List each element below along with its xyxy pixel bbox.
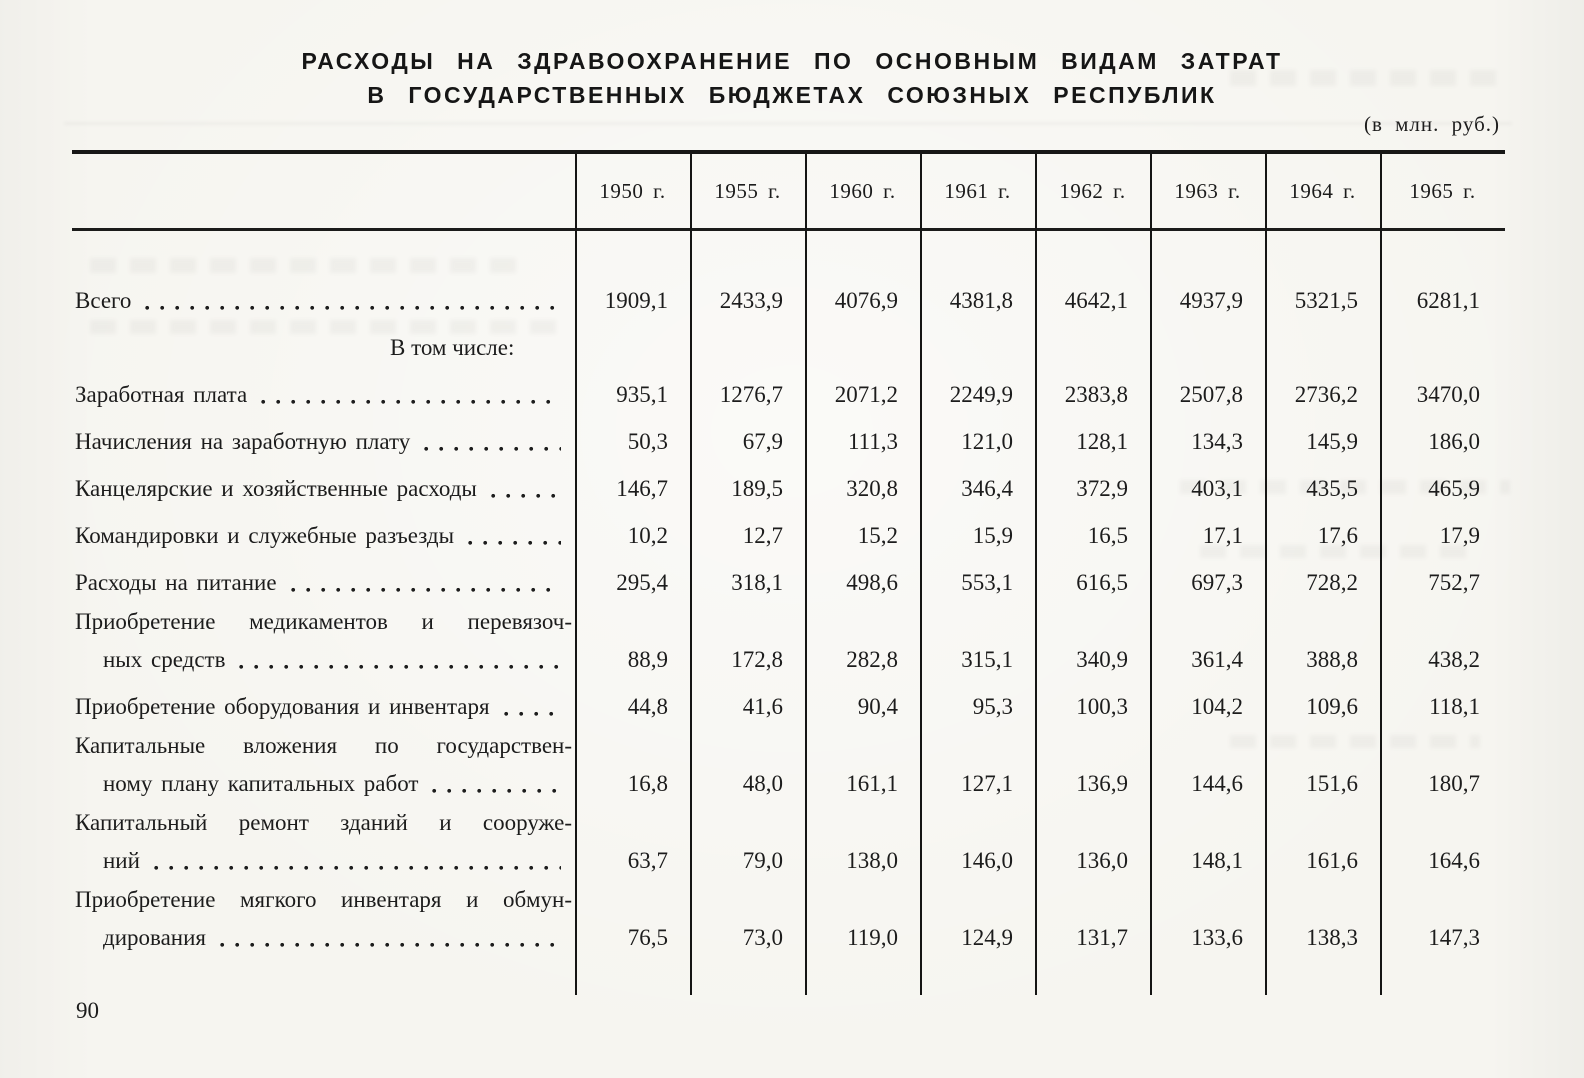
dot-leader [491, 493, 561, 499]
row-main [72, 523, 1505, 549]
value-cell: 146,0 [961, 848, 1013, 873]
value-cell: 111,3 [847, 429, 898, 454]
value-cell: 498,6 [846, 570, 898, 595]
value-cell: 17,9 [1439, 523, 1480, 548]
row-label [72, 771, 575, 797]
table-row [72, 382, 1505, 408]
value-cell: 17,6 [1317, 523, 1358, 548]
value-cell: 935,1 [616, 382, 668, 407]
title-line-1: РАСХОДЫ НА ЗДРАВООХРАНЕНИЕ ПО ОСНОВНЫМ ВИДАМ ЗАТРАТ [301, 48, 1283, 74]
value-cell: 104,2 [1191, 694, 1243, 719]
bleed-through-rule [64, 122, 1512, 125]
value-cell: 100,3 [1076, 694, 1128, 719]
row-label-line1: Приобретение мягкого инвентаря и обмун- [75, 887, 572, 912]
value-cell: 320,8 [846, 476, 898, 501]
value-cell: 3470,0 [1416, 382, 1480, 407]
table-row [72, 609, 1505, 673]
value-cell: 4642,1 [1064, 288, 1128, 313]
value-cell: 17,1 [1202, 523, 1243, 548]
value-cell: 161,6 [1306, 848, 1358, 873]
value-cell: 318,1 [731, 570, 783, 595]
value-cell: 136,0 [1076, 848, 1128, 873]
value-cell: 148,1 [1191, 848, 1243, 873]
row-main [72, 925, 1505, 951]
value-cell: 90,4 [857, 694, 898, 719]
dot-leader [145, 305, 561, 311]
value-cell: 48,0 [742, 771, 783, 796]
value-cell: 340,9 [1076, 647, 1128, 672]
table-body [72, 231, 1505, 951]
dot-leader [432, 788, 561, 794]
row-label [72, 523, 575, 549]
unit-note: (в млн. руб.) [1363, 112, 1500, 136]
column-separator-7 [1265, 154, 1267, 995]
row-label [72, 429, 575, 455]
dot-leader [220, 942, 561, 948]
year-column-header-8: 1965 г. [1409, 178, 1476, 203]
value-cell: 295,4 [616, 570, 668, 595]
value-cell: 147,3 [1428, 925, 1480, 950]
value-cell: 15,9 [972, 523, 1013, 548]
row-label-text: Заработная плата [75, 382, 248, 407]
row-main [72, 570, 1505, 596]
value-cell: 10,2 [627, 523, 668, 548]
row-main [72, 694, 1505, 720]
table-row [72, 810, 1505, 874]
value-cell: 1276,7 [719, 382, 783, 407]
value-cell: 121,0 [961, 429, 1013, 454]
table-row [72, 429, 1505, 455]
row-label-text: ному плану капитальных работ [103, 771, 419, 796]
value-cell: 95,3 [972, 694, 1013, 719]
value-cell: 752,7 [1428, 570, 1480, 595]
column-separator-5 [1035, 154, 1037, 995]
value-cell: 346,4 [961, 476, 1013, 501]
value-cell: 553,1 [961, 570, 1013, 595]
value-cell: 133,6 [1191, 925, 1243, 950]
row-label-text: ных средств [103, 647, 226, 672]
row-label [72, 694, 575, 720]
value-cell: 50,3 [627, 429, 668, 454]
value-cell: 2433,9 [719, 288, 783, 313]
year-column-header-3: 1960 г. [829, 178, 896, 203]
dot-leader [261, 399, 561, 405]
column-separator-3 [805, 154, 807, 995]
value-cell: 128,1 [1076, 429, 1128, 454]
year-column-header-4: 1961 г. [944, 178, 1011, 203]
value-cell: 109,6 [1306, 694, 1358, 719]
value-cell: 2383,8 [1064, 382, 1128, 407]
row-label [72, 925, 575, 951]
row-main [72, 771, 1505, 797]
table-row [72, 694, 1505, 720]
value-cell: 131,7 [1076, 925, 1128, 950]
row-label-text: Расходы на питание [75, 570, 277, 595]
value-cell: 438,2 [1428, 647, 1480, 672]
year-column-header-5: 1962 г. [1059, 178, 1126, 203]
column-separator-6 [1150, 154, 1152, 995]
row-label [72, 288, 575, 314]
row-label-text: Командировки и служебные разъезды [75, 523, 455, 548]
column-separator-2 [690, 154, 692, 995]
value-cell: 2249,9 [949, 382, 1013, 407]
value-cell: 361,4 [1191, 647, 1243, 672]
value-cell: 16,5 [1087, 523, 1128, 548]
value-cell: 12,7 [742, 523, 783, 548]
value-cell: 282,8 [846, 647, 898, 672]
value-cell: 180,7 [1428, 771, 1480, 796]
section-row [72, 335, 1505, 361]
dot-leader [504, 711, 561, 717]
table-row [72, 570, 1505, 596]
table-row [72, 288, 1505, 314]
row-label-line1: Приобретение медикаментов и перевязоч- [75, 609, 572, 634]
value-cell: 138,0 [846, 848, 898, 873]
row-label [72, 647, 575, 673]
value-cell: 119,0 [847, 925, 898, 950]
value-cell: 1909,1 [604, 288, 668, 313]
value-cell: 145,9 [1306, 429, 1358, 454]
table-row [72, 733, 1505, 797]
row-label [72, 570, 575, 596]
row-label-text: Начисления на заработную плату [75, 429, 411, 454]
section-label: В том числе: [390, 335, 515, 360]
dot-leader [154, 865, 561, 871]
value-cell: 41,6 [742, 694, 783, 719]
row-main [72, 429, 1505, 455]
value-cell: 315,1 [961, 647, 1013, 672]
table-header-row [72, 154, 1505, 228]
value-cell: 2071,2 [834, 382, 898, 407]
value-cell: 44,8 [627, 694, 668, 719]
value-cell: 697,3 [1191, 570, 1243, 595]
value-cell: 2507,8 [1179, 382, 1243, 407]
dot-leader [424, 446, 561, 452]
row-label-line1: Капитальный ремонт зданий и сооруже- [75, 810, 572, 835]
value-cell: 79,0 [742, 848, 783, 873]
value-cell: 465,9 [1428, 476, 1480, 501]
value-cell: 15,2 [857, 523, 898, 548]
row-label-text: ний [103, 848, 140, 873]
value-cell: 134,3 [1191, 429, 1243, 454]
year-column-header-2: 1955 г. [714, 178, 781, 203]
value-cell: 136,9 [1076, 771, 1128, 796]
value-cell: 4937,9 [1179, 288, 1243, 313]
value-cell: 16,8 [627, 771, 668, 796]
dot-leader [239, 664, 561, 670]
value-cell: 118,1 [1429, 694, 1480, 719]
row-label-text: дирования [103, 925, 206, 950]
year-column-header-6: 1963 г. [1174, 178, 1241, 203]
table-row [72, 523, 1505, 549]
row-main [72, 382, 1505, 408]
value-cell: 372,9 [1076, 476, 1128, 501]
table-row [72, 476, 1505, 502]
row-label [72, 848, 575, 874]
value-cell: 186,0 [1428, 429, 1480, 454]
row-main [72, 848, 1505, 874]
value-cell: 2736,2 [1294, 382, 1358, 407]
value-cell: 76,5 [627, 925, 668, 950]
row-main [72, 288, 1505, 314]
value-cell: 161,1 [846, 771, 898, 796]
value-cell: 189,5 [731, 476, 783, 501]
value-cell: 5321,5 [1294, 288, 1358, 313]
value-cell: 67,9 [742, 429, 783, 454]
value-cell: 4076,9 [834, 288, 898, 313]
value-cell: 403,1 [1191, 476, 1243, 501]
value-cell: 435,5 [1306, 476, 1358, 501]
row-label-line1: Капитальные вложения по государствен- [75, 733, 572, 758]
dot-leader [468, 540, 561, 546]
value-cell: 73,0 [742, 925, 783, 950]
value-cell: 388,8 [1306, 647, 1358, 672]
value-cell: 4381,8 [949, 288, 1013, 313]
column-separator-4 [920, 154, 922, 995]
page-number: 90 [76, 998, 99, 1023]
row-main [72, 476, 1505, 502]
value-cell: 146,7 [616, 476, 668, 501]
column-separator-1 [575, 154, 577, 995]
value-cell: 616,5 [1076, 570, 1128, 595]
year-column-header-7: 1964 г. [1289, 178, 1356, 203]
page-title [0, 44, 1584, 112]
value-cell: 6281,1 [1416, 288, 1480, 313]
value-cell: 172,8 [731, 647, 783, 672]
table-row [72, 887, 1505, 951]
dot-leader [291, 587, 561, 593]
value-cell: 728,2 [1306, 570, 1358, 595]
value-cell: 164,6 [1428, 848, 1480, 873]
row-label-text: Всего [75, 288, 132, 313]
row-main [72, 647, 1505, 673]
value-cell: 144,6 [1191, 771, 1243, 796]
row-label-text: Канцелярские и хозяйственные расходы [75, 476, 477, 501]
value-cell: 124,9 [961, 925, 1013, 950]
value-cell: 151,6 [1306, 771, 1358, 796]
budget-table [72, 150, 1505, 1020]
year-column-header-1: 1950 г. [599, 178, 666, 203]
row-label-text: Приобретение оборудования и инвентаря [75, 694, 490, 719]
value-cell: 127,1 [961, 771, 1013, 796]
value-cell: 138,3 [1306, 925, 1358, 950]
column-separator-8 [1380, 154, 1382, 995]
value-cell: 63,7 [627, 848, 668, 873]
title-line-2: В ГОСУДАРСТВЕННЫХ БЮДЖЕТАХ СОЮЗНЫХ РЕСПУБЛИК [367, 82, 1217, 108]
row-label [72, 382, 575, 408]
value-cell: 88,9 [627, 647, 668, 672]
row-label [72, 476, 575, 502]
